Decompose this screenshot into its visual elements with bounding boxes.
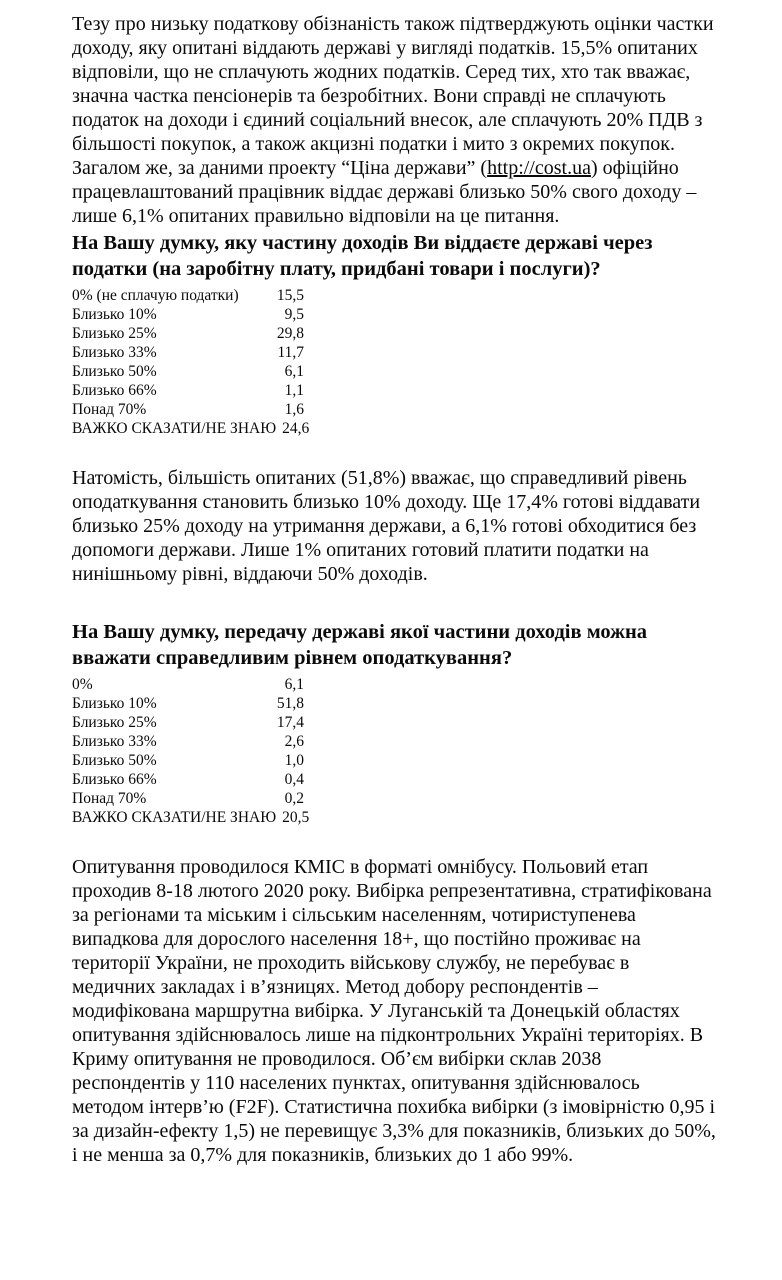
answer-value: 1,6 bbox=[284, 401, 304, 418]
question-1-results-table bbox=[72, 286, 310, 438]
cost-ua-link[interactable]: http://cost.ua bbox=[487, 157, 591, 179]
answer-value: 51,8 bbox=[276, 695, 304, 712]
table-row bbox=[72, 675, 304, 694]
answer-label: Близько 66% bbox=[72, 382, 157, 399]
table-row bbox=[72, 362, 304, 381]
answer-value: 1,1 bbox=[284, 382, 304, 399]
answer-label: Близько 50% bbox=[72, 363, 157, 380]
table-row bbox=[72, 419, 310, 438]
table-row bbox=[72, 286, 304, 305]
answer-label: 0% bbox=[72, 676, 93, 693]
question-2-results-table bbox=[72, 675, 310, 827]
answer-label: Близько 66% bbox=[72, 771, 157, 788]
answer-value: 0,2 bbox=[284, 790, 304, 807]
answer-label: Близько 10% bbox=[72, 306, 157, 323]
answer-label: Близько 25% bbox=[72, 714, 157, 731]
answer-value: 2,6 bbox=[284, 733, 304, 750]
answer-value: 0,4 bbox=[284, 771, 304, 788]
answer-value: 15,5 bbox=[276, 287, 304, 304]
answer-value: 17,4 bbox=[276, 714, 304, 731]
table-row bbox=[72, 305, 304, 324]
answer-label: 0% (не сплачую податки) bbox=[72, 287, 239, 304]
answer-label: Близько 33% bbox=[72, 733, 157, 750]
answer-value: 29,8 bbox=[276, 325, 304, 342]
answer-value: 1,0 bbox=[284, 752, 304, 769]
answer-label: ВАЖКО СКАЗАТИ/НЕ ЗНАЮ bbox=[72, 420, 277, 437]
table-row bbox=[72, 343, 304, 362]
answer-value: 20,5 bbox=[282, 809, 310, 826]
answer-label: ВАЖКО СКАЗАТИ/НЕ ЗНАЮ bbox=[72, 809, 277, 826]
answer-value: 9,5 bbox=[284, 306, 304, 323]
intro-text-after-link: ) офіційно працевлаштований працівник віддає державі близько 50% свого доходу – лише 6,1% опитаних правильно відповіли на це питання. bbox=[72, 157, 697, 227]
question-2-heading: На Вашу думку, передачу державі якої частини доходів можна вважати справедливим рівнем оподаткування? bbox=[72, 621, 648, 669]
answer-label: Понад 70% bbox=[72, 401, 147, 418]
answer-value: 6,1 bbox=[284, 363, 304, 380]
table-row bbox=[72, 770, 304, 789]
answer-label: Близько 50% bbox=[72, 752, 157, 769]
table-row bbox=[72, 789, 304, 808]
table-row bbox=[72, 808, 310, 827]
table-row bbox=[72, 381, 304, 400]
intro-paragraph bbox=[72, 12, 716, 228]
table-row bbox=[72, 400, 304, 419]
question-1-heading: На Вашу думку, яку частину доходів Ви віддаєте державі через податки (на заробітну плату, придбані товари і послуги)? bbox=[72, 232, 653, 280]
fair-tax-paragraph: Натомість, більшість опитаних (51,8%) вважає, що справедливий рівень оподаткування становить близько 10% доходу. Ще 17,4% готові віддавати близько 25% доходу на утримання держави, а 6,1% готові обходитися без допомоги держави. Лише 1% опитаних готовий платити податки на нинішньому рівні, віддаючи 50% доходів. bbox=[72, 467, 701, 585]
answer-value: 24,6 bbox=[282, 420, 310, 437]
table-row bbox=[72, 694, 304, 713]
intro-text-before-link: Тезу про низьку податкову обізнаність також підтверджують оцінки частки доходу, яку опитані віддають державі у вигляді податків. 15,5% опитаних відповіли, що не сплачують жодних податків. Серед тих, хто так вважає, значна частка пенсіонерів та безробітних. Вони справді не сплачують податок на доходи і єдиний соціальний внесок, але сплачують 20% ПДВ з більшості покупок, а також акцизні податки і мито з окремих покупок. Загалом же, за даними проекту “Ціна держави” ( bbox=[72, 13, 714, 179]
answer-label: Близько 25% bbox=[72, 325, 157, 342]
answer-value: 11,7 bbox=[277, 344, 304, 361]
table-row bbox=[72, 732, 304, 751]
table-row bbox=[72, 324, 304, 343]
answer-label: Близько 10% bbox=[72, 695, 157, 712]
answer-value: 6,1 bbox=[284, 676, 304, 693]
table-row bbox=[72, 713, 304, 732]
table-row bbox=[72, 751, 304, 770]
answer-label: Близько 33% bbox=[72, 344, 157, 361]
answer-label: Понад 70% bbox=[72, 790, 147, 807]
methodology-paragraph: Опитування проводилося КМІС в форматі омнібусу. Польовий етап проходив 8-18 лютого 2020 року. Вибірка репрезентативна, стратифікована за регіонами та міським і сільським населенням, чотириступенева випадкова для дорослого населення 18+, що постійно проживає на території України, не проходить військову службу, не перебуває в медичних закладах і в’язницях. Метод добору респондентів – модифікована маршрутна вибірка. У Луганській та Донецькій областях опитування здійснювалось лише на підконтрольних Україні територіях. В Криму опитування не проводилося. Об’єм вибірки склав 2038 респондентів у 110 населених пунктах, опитування здійснювалось методом інтерв’ю (F2F). Статистична похибка вибірки (з імовірністю 0,95 і за дизайн-ефекту 1,5) не перевищує 3,3% для показників, близьких до 50%, і не менша за 0,7% для показників, близьких до 1 або 99%. bbox=[72, 856, 716, 1166]
